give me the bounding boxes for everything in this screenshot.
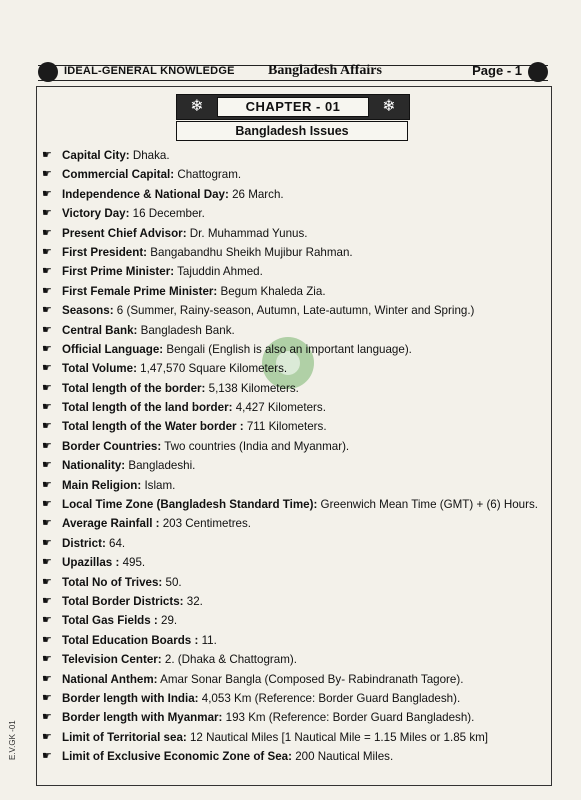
chapter-title: CHAPTER - 01 [217,97,369,117]
fact-value: 64. [105,536,126,550]
pointing-hand-icon: ☛ [42,672,52,685]
pointing-hand-icon: ☛ [42,556,52,569]
header-right-dot [528,62,548,82]
pointing-hand-icon: ☛ [42,226,52,239]
pointing-hand-icon: ☛ [42,575,52,588]
pointing-hand-icon: ☛ [42,536,52,549]
fact-value: Amar Sonar Bangla (Composed By- Rabindranath Tagore). [157,672,464,686]
pointing-hand-icon: ☛ [42,149,52,161]
fact-label: Capital City: [62,149,130,162]
pointing-hand-icon: ☛ [42,459,52,472]
fact-value: Tajuddin Ahmed. [174,265,263,279]
pointing-hand-icon: ☛ [42,168,52,181]
fact-item [42,437,552,456]
side-label: E.V.GK -01 [8,720,17,760]
pointing-hand-icon: ☛ [42,711,52,724]
fact-label: Television Center: [62,653,162,667]
fact-item [42,611,552,630]
fact-item [42,417,552,436]
header-book-title: IDEAL-GENERAL KNOWLEDGE [64,65,235,77]
fact-item [42,708,552,727]
fact-label: Present Chief Advisor: [62,226,187,240]
fact-item [42,398,552,417]
fact-label: District: [62,536,106,550]
fact-label: Total Education Boards : [62,633,199,647]
fact-label: Border length with India: [62,691,199,705]
snowflake-icon: ❄ [382,98,396,115]
pointing-hand-icon: ☛ [42,245,52,258]
pointing-hand-icon: ☛ [42,381,52,394]
pointing-hand-icon: ☛ [42,304,52,317]
fact-item [42,476,552,495]
chapter-banner [176,94,410,120]
fact-value: Dhaka. [129,149,170,162]
fact-label: Limit of Territorial sea: [62,730,187,744]
fact-label: Total Volume: [62,362,137,376]
pointing-hand-icon: ☛ [42,750,52,763]
pointing-hand-icon: ☛ [42,478,52,491]
fact-value: Bangabandhu Sheikh Mujibur Rahman. [147,245,353,259]
fact-label: Victory Day: [62,207,130,221]
fact-value: 4,427 Kilometers. [232,401,326,415]
fact-label: Seasons: [62,304,114,318]
fact-item [42,670,552,689]
pointing-hand-icon: ☛ [42,323,52,336]
header-section-title: Bangladesh Affairs [268,63,382,78]
fact-label: Upazillas : [62,556,120,570]
fact-label: Total Gas Fields : [62,614,158,628]
pointing-hand-icon: ☛ [42,207,52,220]
fact-label: Central Bank: [62,323,138,337]
fact-label: Total No of Trives: [62,575,163,589]
fact-value: Chattogram. [174,168,242,182]
fact-value: Bangladesh Bank. [137,323,235,337]
fact-item [42,650,552,669]
chapter-subtitle: Bangladesh Issues [176,121,408,141]
fact-item [42,514,552,533]
fact-item [42,728,552,747]
fact-item [42,631,552,650]
fact-value: 5,138 Kilometers. [205,381,299,395]
fact-item [42,747,552,766]
fact-value: 2. (Dhaka & Chattogram). [161,653,297,667]
fact-item [42,185,552,204]
fact-item [42,534,552,553]
fact-item [42,592,552,611]
fact-label: National Anthem: [62,672,158,686]
pointing-hand-icon: ☛ [42,594,52,607]
pointing-hand-icon: ☛ [42,633,52,646]
fact-value: 193 Km (Reference: Border Guard Bangladesh). [222,711,475,725]
fact-value: 711 Kilometers. [243,420,327,434]
fact-value: 50. [162,575,182,589]
fact-label: Commercial Capital: [62,168,175,182]
fact-value: 12 Nautical Miles [1 Nautical Mile = 1.15 Miles or 1.85 km] [186,730,489,744]
fact-item [42,146,552,165]
fact-label: First President: [62,245,148,259]
fact-value: 203 Centimetres. [159,517,252,531]
fact-label: Limit of Exclusive Economic Zone of Sea: [62,750,292,764]
page-header [38,60,548,84]
pointing-hand-icon: ☛ [42,653,52,666]
fact-item [42,282,552,301]
fact-label: Border length with Myanmar: [62,711,223,725]
fact-item [42,553,552,572]
fact-item [42,224,552,243]
pointing-hand-icon: ☛ [42,420,52,433]
pointing-hand-icon: ☛ [42,439,52,452]
snowflake-icon: ❄ [190,98,204,115]
pointing-hand-icon: ☛ [42,691,52,704]
header-page-number: Page - 1 [472,63,522,78]
fact-value: 4,053 Km (Reference: Border Guard Bangladesh). [198,691,461,705]
fact-value: 26 March. [228,187,284,201]
fact-label: Border Countries: [62,439,162,453]
header-left-dot [38,62,58,82]
fact-label: First Prime Minister: [62,265,175,279]
fact-item [42,340,552,359]
fact-item [42,689,552,708]
fact-label: Total length of the border: [62,381,206,395]
fact-item [42,321,552,340]
fact-value: 32. [183,594,203,608]
pointing-hand-icon: ☛ [42,498,52,511]
fact-label: Total length of the Water border : [62,420,244,434]
fact-label: Official Language: [62,342,164,356]
pointing-hand-icon: ☛ [42,401,52,414]
pointing-hand-icon: ☛ [42,614,52,627]
fact-item [42,456,552,475]
fact-value: Greenwich Mean Time (GMT) + (6) Hours. [317,498,538,512]
fact-label: Total Border Districts: [62,594,184,608]
fact-value: Bangladeshi. [125,459,196,473]
fact-list [42,146,552,767]
fact-value: Dr. Muhammad Yunus. [186,226,308,240]
pointing-hand-icon: ☛ [42,187,52,200]
fact-item [42,204,552,223]
fact-label: Local Time Zone (Bangladesh Standard Time): [62,498,318,512]
fact-label: Average Rainfall : [62,517,160,531]
fact-label: Main Religion: [62,478,142,492]
fact-value: 6 (Summer, Rainy-season, Autumn, Late-autumn, Winter and Spring.) [113,304,475,318]
fact-item [42,573,552,592]
pointing-hand-icon: ☛ [42,265,52,278]
fact-value: Two countries (India and Myanmar). [161,439,350,453]
fact-item [42,495,552,514]
fact-value: Begum Khaleda Zia. [217,284,326,298]
fact-value: 29. [157,614,178,628]
fact-value: 16 December. [129,207,205,221]
fact-item [42,243,552,262]
pointing-hand-icon: ☛ [42,342,52,355]
fact-label: Independence & National Day: [62,187,229,201]
pointing-hand-icon: ☛ [42,284,52,297]
fact-item [42,262,552,281]
fact-value: Bengali (English is also an important language). [163,342,412,356]
pointing-hand-icon: ☛ [42,517,52,530]
pointing-hand-icon: ☛ [42,362,52,375]
fact-value: Islam. [141,478,176,492]
fact-item [42,359,552,378]
fact-value: 11. [198,633,217,647]
fact-item [42,301,552,320]
fact-label: Nationality: [62,459,126,473]
fact-value: 1,47,570 Square Kilometers. [136,362,288,376]
fact-value: 495. [119,556,146,570]
pointing-hand-icon: ☛ [42,730,52,743]
fact-item [42,165,552,184]
fact-label: First Female Prime Minister: [62,284,218,298]
fact-item [42,379,552,398]
fact-value: 200 Nautical Miles. [292,750,394,764]
fact-label: Total length of the land border: [62,401,233,415]
